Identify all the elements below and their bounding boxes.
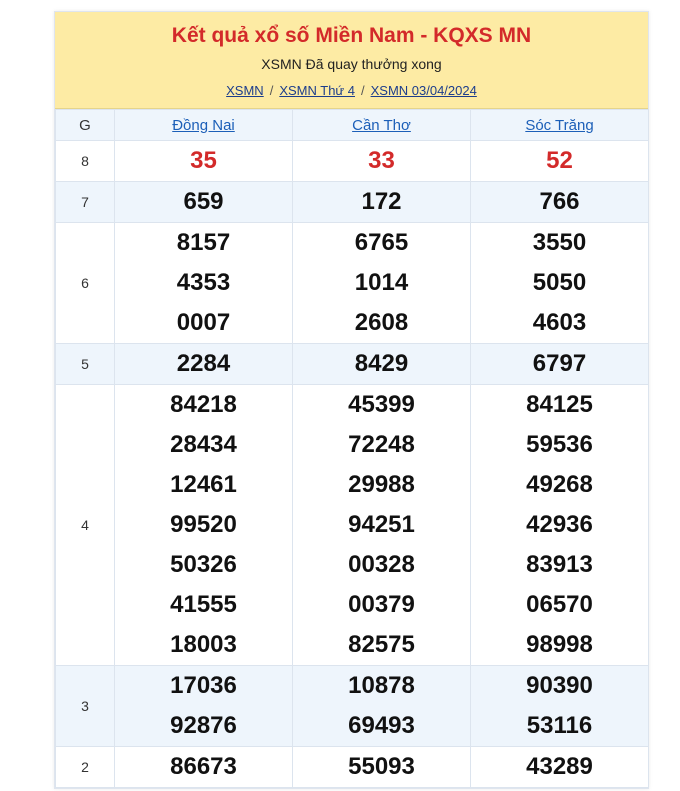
prize-number: 8157 xyxy=(176,229,231,256)
prize-label: 8 xyxy=(56,141,115,182)
prize-cell xyxy=(293,141,471,182)
prize-label: 4 xyxy=(56,385,115,666)
results-header xyxy=(55,12,648,109)
table-row xyxy=(56,141,649,182)
prize-number: 659 xyxy=(183,188,224,215)
prize-cell xyxy=(471,182,649,223)
table-row xyxy=(56,344,649,385)
prize-number: 766 xyxy=(539,188,580,215)
prize-number: 53116 xyxy=(526,712,593,739)
prize-number: 82575 xyxy=(348,631,415,658)
prize-number: 6765 xyxy=(354,229,409,256)
prize-cell xyxy=(471,666,649,747)
table-row xyxy=(56,182,649,223)
prize-cell xyxy=(115,182,293,223)
prize-number: 6797 xyxy=(532,350,587,377)
prize-number: 28434 xyxy=(170,431,237,458)
prize-label: 2 xyxy=(56,747,115,788)
prize-number: 45399 xyxy=(348,391,415,418)
prize-number: 10878 xyxy=(348,672,415,699)
prize-number: 72248 xyxy=(348,431,415,458)
prize-cell xyxy=(471,385,649,666)
prize-number: 29988 xyxy=(348,471,415,498)
table-row xyxy=(56,747,649,788)
prize-number: 92876 xyxy=(170,712,237,739)
page-title: Kết quả xổ số Miền Nam - KQXS MN xyxy=(171,24,532,47)
prize-cell xyxy=(471,344,649,385)
prize-cell xyxy=(115,747,293,788)
prize-number: 59536 xyxy=(526,431,593,458)
prize-number: 172 xyxy=(361,188,402,215)
prize-column-header: G xyxy=(56,110,115,141)
prize-number: 55093 xyxy=(348,753,415,780)
prize-number: 8429 xyxy=(354,350,409,377)
province-link-dong-nai[interactable]: Đồng Nai xyxy=(172,116,235,134)
breadcrumb-separator: / xyxy=(360,83,365,98)
province-header-soc-trang xyxy=(471,110,649,141)
prize-label: 6 xyxy=(56,223,115,344)
results-card xyxy=(54,11,649,789)
prize-number: 2284 xyxy=(176,350,231,377)
prize-number: 3550 xyxy=(532,229,587,256)
breadcrumb-separator: / xyxy=(269,83,274,98)
prize-number: 94251 xyxy=(348,511,415,538)
results-body xyxy=(56,141,649,788)
table-header-row xyxy=(56,110,649,141)
prize-cell xyxy=(471,141,649,182)
prize-number: 86673 xyxy=(170,753,237,780)
prize-number: 52 xyxy=(546,147,573,174)
prize-number: 98998 xyxy=(526,631,593,658)
breadcrumb-xsmn-weekday[interactable]: XSMN Thứ 4 xyxy=(279,83,355,98)
province-header-can-tho xyxy=(293,110,471,141)
breadcrumb-xsmn[interactable]: XSMN xyxy=(226,83,264,98)
prize-number: 43289 xyxy=(526,753,593,780)
prize-number: 00328 xyxy=(348,551,415,578)
prize-cell xyxy=(115,666,293,747)
prize-number: 99520 xyxy=(170,511,237,538)
prize-number: 4353 xyxy=(176,269,231,296)
prize-cell xyxy=(293,182,471,223)
prize-number: 49268 xyxy=(526,471,593,498)
prize-number: 83913 xyxy=(526,551,593,578)
prize-cell xyxy=(293,747,471,788)
prize-cell xyxy=(115,223,293,344)
prize-number: 69493 xyxy=(348,712,415,739)
prize-number: 84218 xyxy=(170,391,237,418)
prize-number: 5050 xyxy=(532,269,587,296)
prize-number: 35 xyxy=(190,147,217,174)
prize-number: 42936 xyxy=(526,511,593,538)
prize-number: 1014 xyxy=(354,269,409,296)
prize-cell xyxy=(115,344,293,385)
prize-number: 90390 xyxy=(526,672,593,699)
prize-number: 17036 xyxy=(170,672,237,699)
prize-cell xyxy=(293,223,471,344)
prize-cell xyxy=(293,666,471,747)
prize-cell xyxy=(115,385,293,666)
prize-number: 06570 xyxy=(526,591,593,618)
prize-cell xyxy=(115,141,293,182)
prize-label: 5 xyxy=(56,344,115,385)
province-header-dong-nai xyxy=(115,110,293,141)
prize-number: 2608 xyxy=(354,309,409,336)
table-row xyxy=(56,385,649,666)
prize-number: 0007 xyxy=(176,309,231,336)
prize-cell xyxy=(293,385,471,666)
draw-status: XSMN Đã quay thưởng xong xyxy=(261,56,442,72)
prize-number: 41555 xyxy=(170,591,237,618)
prize-number: 12461 xyxy=(170,471,237,498)
prize-number: 33 xyxy=(368,147,395,174)
results-table xyxy=(55,109,649,788)
prize-number: 84125 xyxy=(526,391,593,418)
prize-number: 18003 xyxy=(170,631,237,658)
table-row xyxy=(56,666,649,747)
table-row xyxy=(56,223,649,344)
prize-cell xyxy=(293,344,471,385)
prize-label: 3 xyxy=(56,666,115,747)
province-link-can-tho[interactable]: Cần Thơ xyxy=(352,116,411,134)
breadcrumb xyxy=(55,83,648,99)
province-link-soc-trang[interactable]: Sóc Trăng xyxy=(525,116,594,134)
prize-cell xyxy=(471,223,649,344)
prize-cell xyxy=(471,747,649,788)
prize-number: 4603 xyxy=(532,309,587,336)
prize-label: 7 xyxy=(56,182,115,223)
breadcrumb-xsmn-date[interactable]: XSMN 03/04/2024 xyxy=(370,83,477,98)
prize-number: 00379 xyxy=(348,591,415,618)
prize-number: 50326 xyxy=(170,551,237,578)
